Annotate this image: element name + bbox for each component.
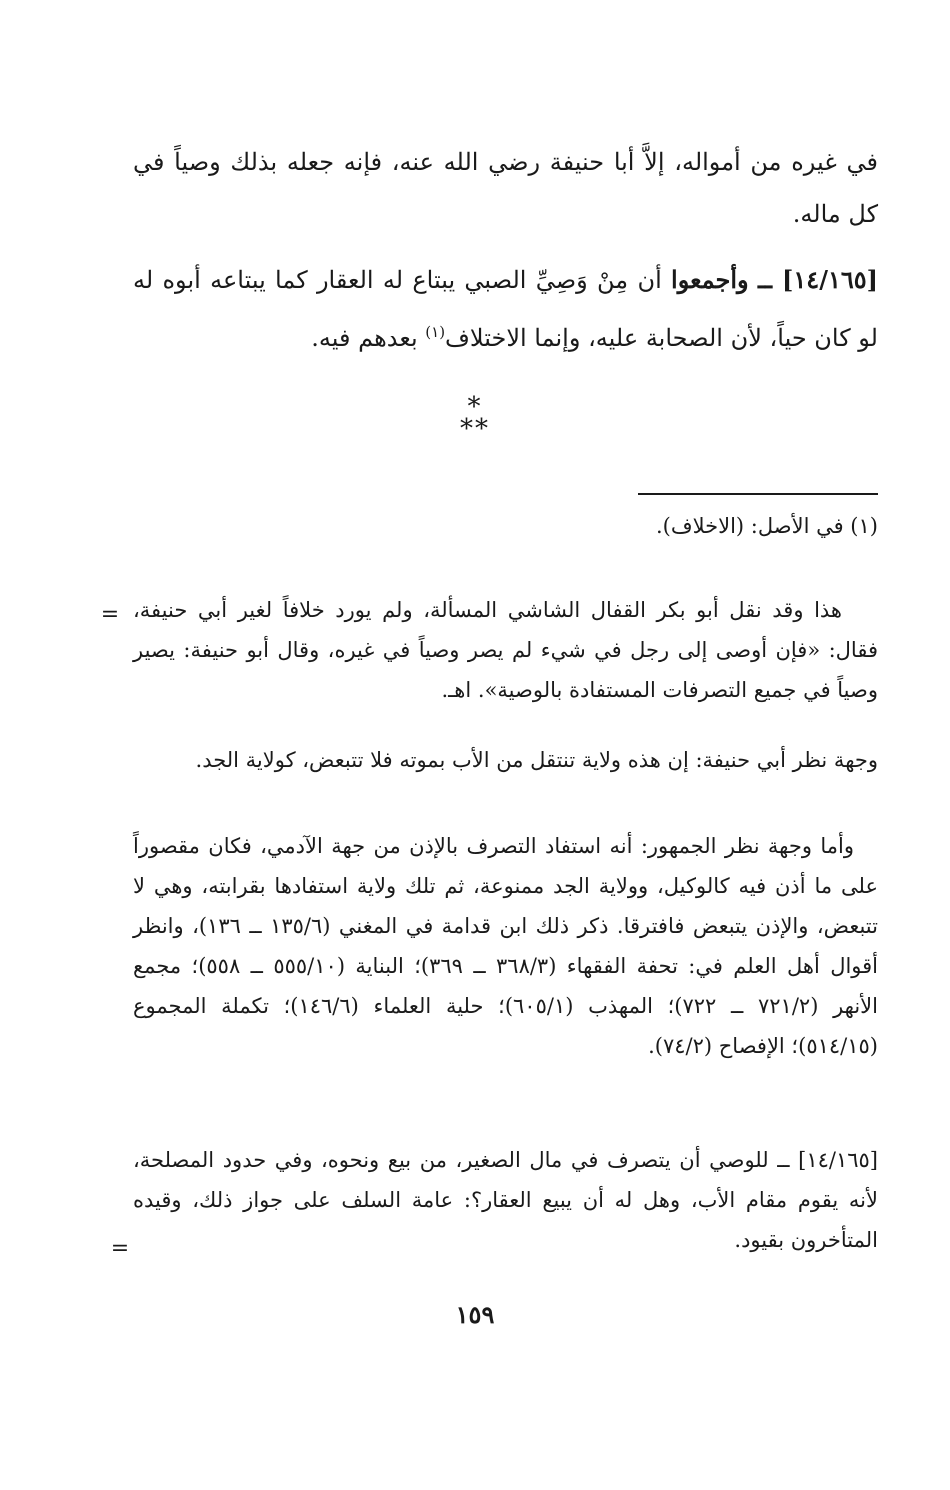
footnote-separator-line	[638, 493, 878, 495]
continuation-mark-top: =	[100, 602, 120, 627]
ruling-text-end: بعدهم فيه.	[311, 324, 418, 352]
footnote-1: (١) في الأصل: (الاخلاف).	[655, 514, 878, 538]
main-paragraph-continuation: في غيره من أمواله، إلاَّ أبا حنيفة رضي الله عنه، فإنه جعله بذلك وصياً في كل ماله.	[133, 148, 878, 228]
page-number: ١٥٩	[455, 1300, 495, 1329]
divider-asterisks-bottom: **	[460, 414, 490, 444]
divider-asterisk-top: *	[467, 392, 483, 422]
footnote-majority-view: وأما وجهة نظر الجمهور: أنه استفاد التصرف بالإذن من جهة الآدمي، فكان مقصوراً على ما أذن فيه كالوكيل، وولاية الجد ممنوعة، ثم تلك ولاية استفادها بقرابته، وهي لا تتبعض، والإذن يتبعض فافترقا. ذكر ذلك ابن قدامة في المغني (١٣٥/٦ ــ ١٣٦)، وانظر أقوال أهل العلم في: تحفة الفقهاء (٣٦٨/٣ ــ ٣٦٩)؛ البناية (٥٥٥/١٠ ــ ٥٥٨)؛ مجمع الأنهر (٧٢١/٢ ــ ٧٢٢)؛ المهذب (٦٠٥/١)؛ حلية العلماء (١٤٦/٦)؛ تكملة المجموع (٥١٤/١٥)؛ الإفصاح (٧٤/٢).	[133, 834, 879, 1058]
footnote-marker: (١)	[425, 323, 446, 341]
ruling-text: أن مِنْ وَصِيِّ الصبي يبتاع له العقار كما يبتاعه أبوه له لو كان حياً، لأن الصحابة عليه، وإنما الاختلاف	[133, 266, 878, 352]
section-divider	[0, 392, 950, 444]
footnote-abu-hanifa-view: وجهة نظر أبي حنيفة: إن هذه ولاية تنتقل من الأب بموته فلا تتبعض، كولاية الجد.	[195, 748, 878, 772]
footnote-continuation-paragraph: هذا وقد نقل أبو بكر القفال الشاشي المسألة، ولم يورد خلافاً لغير أبي حنيفة، فقال: «فإن أوصى إلى رجل في شيء لم يصر وصياً في غيره، وقال أبو حنيفة: يصير وصياً في جميع التصرفات المستفادة بالوصية». اهـ.	[133, 598, 878, 702]
ruling-lead-word: وأجمعوا	[671, 265, 749, 294]
ruling-reference: [١٤/١٦٥] ــ	[757, 265, 878, 294]
continuation-mark-bottom: =	[110, 1236, 130, 1261]
footnote-guardian-ruling: [١٤/١٦٥] ــ للوصي أن يتصرف في مال الصغير، من بيع ونحوه، وفي حدود المصلحة، لأنه يقوم مقام الأب، وهل له أن يبيع العقار؟: عامة السلف على جواز ذلك، وقيده المتأخرون بقيود.	[133, 1148, 878, 1252]
main-paragraph-ruling	[133, 254, 878, 364]
